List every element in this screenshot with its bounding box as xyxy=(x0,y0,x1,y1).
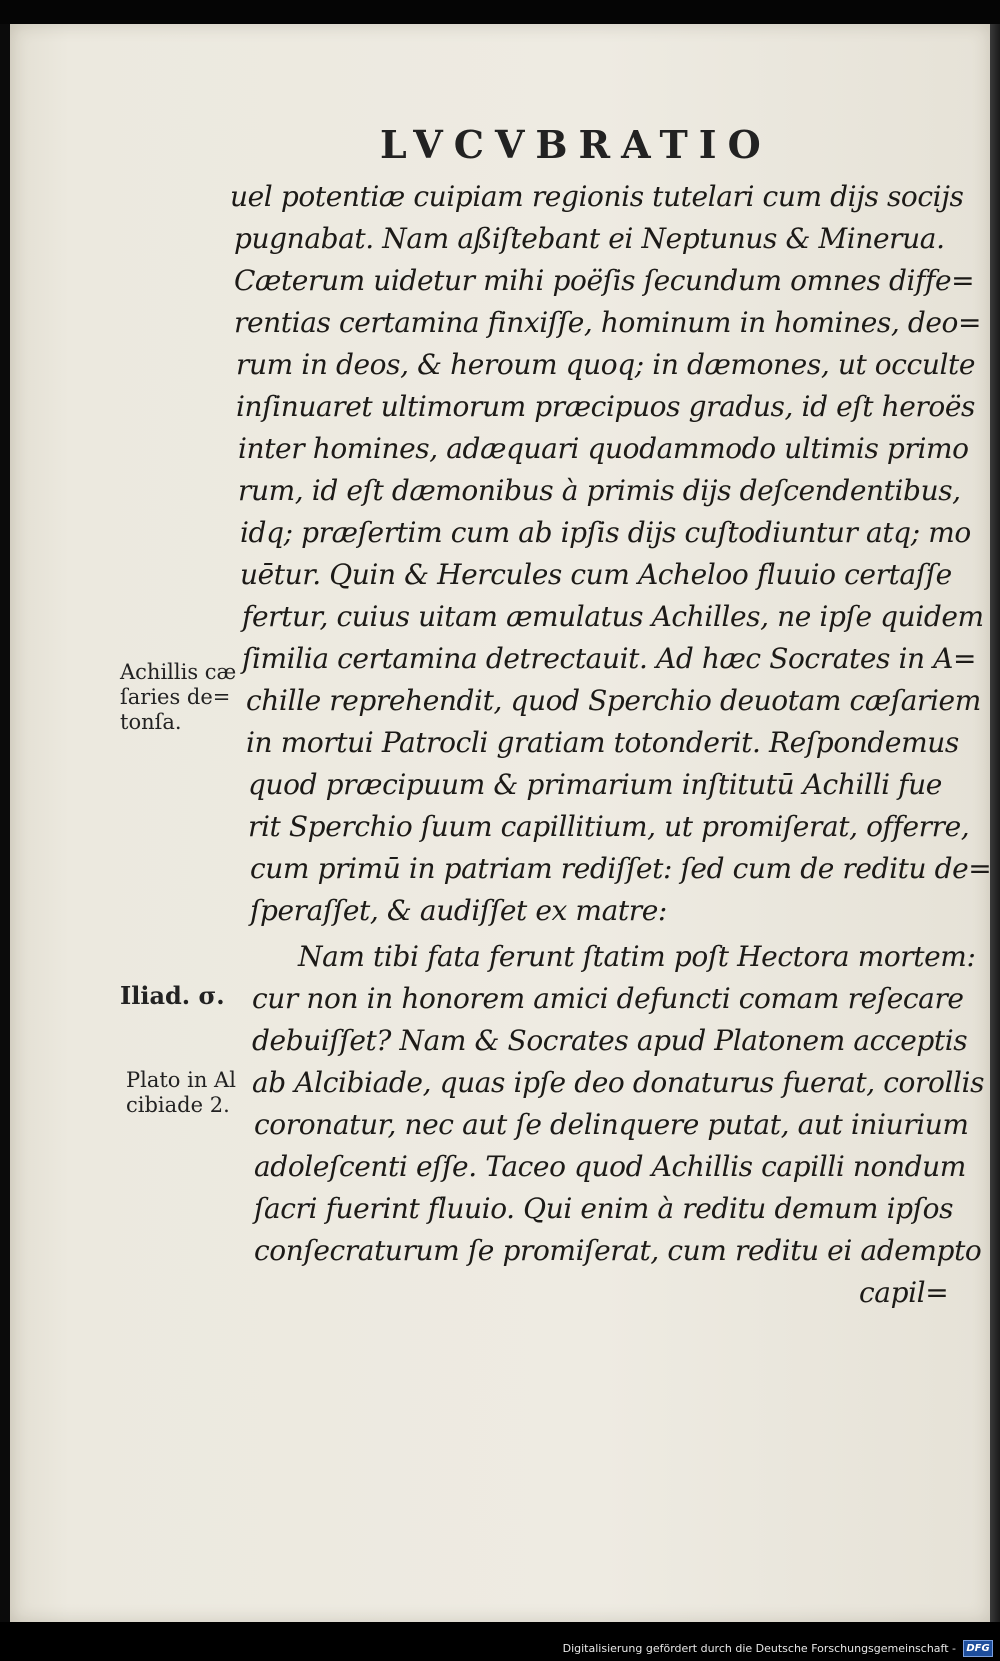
text-line: idq; præſertim cum ab ipſis dijs cuſtodiuntur atq; mo xyxy=(240,516,971,549)
text-line: ab Alcibiade, quas ipſe deo donaturus fuerat, corollis xyxy=(252,1066,985,1099)
scan-top-border xyxy=(0,0,1000,24)
dfg-logo-icon: DFG xyxy=(963,1640,993,1657)
text-line: rit Sperchio ſuum capillitium, ut promiſerat, offerre, xyxy=(248,810,970,843)
text-line: adoleſcenti eſſe. Taceo quod Achillis capilli nondum xyxy=(254,1150,966,1183)
text-line: conſecraturum ſe promiſerat, cum reditu ei adempto xyxy=(254,1234,982,1267)
text-line: coronatur, nec aut ſe delinquere putat, aut iniurium xyxy=(254,1108,969,1141)
text-line: inter homines, adæquari quodammodo ultimis primo xyxy=(238,432,969,465)
text-line: pugnabat. Nam aßiſtebant ei Neptunus & Minerua. xyxy=(234,222,945,255)
running-head: LVCVBRATIO xyxy=(380,122,772,167)
text-line: cum primū in patriam rediſſet: ſed cum de reditu de= xyxy=(250,852,992,885)
text-line: debuiſſet? Nam & Socrates apud Platonem acceptis xyxy=(252,1024,968,1057)
marginal-note-line: Plato in Al xyxy=(126,1068,236,1092)
marginal-note xyxy=(120,660,236,735)
marginal-note-line: Iliad. σ. xyxy=(120,981,225,1010)
text-line: Cæterum uidetur mihi poëſis ſecundum omnes diffe= xyxy=(234,264,975,297)
text-line: inſinuaret ultimorum præcipuos gradus, id eſt heroës xyxy=(236,390,975,423)
catchword: capil= xyxy=(859,1276,949,1309)
digitization-credit: Digitalisierung gefördert durch die Deutsche Forschungsgemeinschaft - xyxy=(562,1642,956,1655)
text-line: uētur. Quin & Hercules cum Acheloo fluuio certaſſe xyxy=(240,558,952,591)
text-line: in mortui Patrocli gratiam totonderit. Reſpondemus xyxy=(246,726,959,759)
text-line: quod præcipuum & primarium inſtitutū Achilli fue xyxy=(248,768,942,801)
marginal-note-line: Achillis cæ xyxy=(120,660,237,684)
marginal-note-line: tonſa. xyxy=(120,710,182,734)
text-line: rum in deos, & heroum quoq; in dæmones, ut occulte xyxy=(236,348,976,381)
text-line: ſacri fuerint fluuio. Qui enim à reditu demum ipſos xyxy=(254,1192,954,1225)
marginal-note xyxy=(126,1068,236,1118)
marginal-note-line: cibiade 2. xyxy=(126,1093,230,1117)
marginal-note xyxy=(120,983,225,1008)
text-line: fertur, cuius uitam æmulatus Achilles, ne ipſe quidem xyxy=(242,600,984,633)
page-edge-shadow xyxy=(990,24,1000,1622)
text-line: rentias certamina finxiſſe, hominum in homines, deo= xyxy=(234,306,982,339)
text-line: ſperaſſet, & audiſſet ex matre: xyxy=(250,894,667,927)
text-line: Nam tibi fata ferunt ſtatim poſt Hectora mortem: xyxy=(298,940,976,973)
marginal-note-line: ſaries de= xyxy=(120,685,231,709)
text-line: ſimilia certamina detrectauit. Ad hæc Socrates in A= xyxy=(242,642,977,675)
text-line: uel potentiæ cuipiam regionis tutelari cum dijs socijs xyxy=(230,180,964,213)
text-line: cur non in honorem amici defuncti comam reſecare xyxy=(252,982,964,1015)
text-line: rum, id eſt dæmonibus à primis dijs deſcendentibus, xyxy=(238,474,961,507)
text-line: chille reprehendit, quod Sperchio deuotam cæſariem xyxy=(246,684,981,717)
